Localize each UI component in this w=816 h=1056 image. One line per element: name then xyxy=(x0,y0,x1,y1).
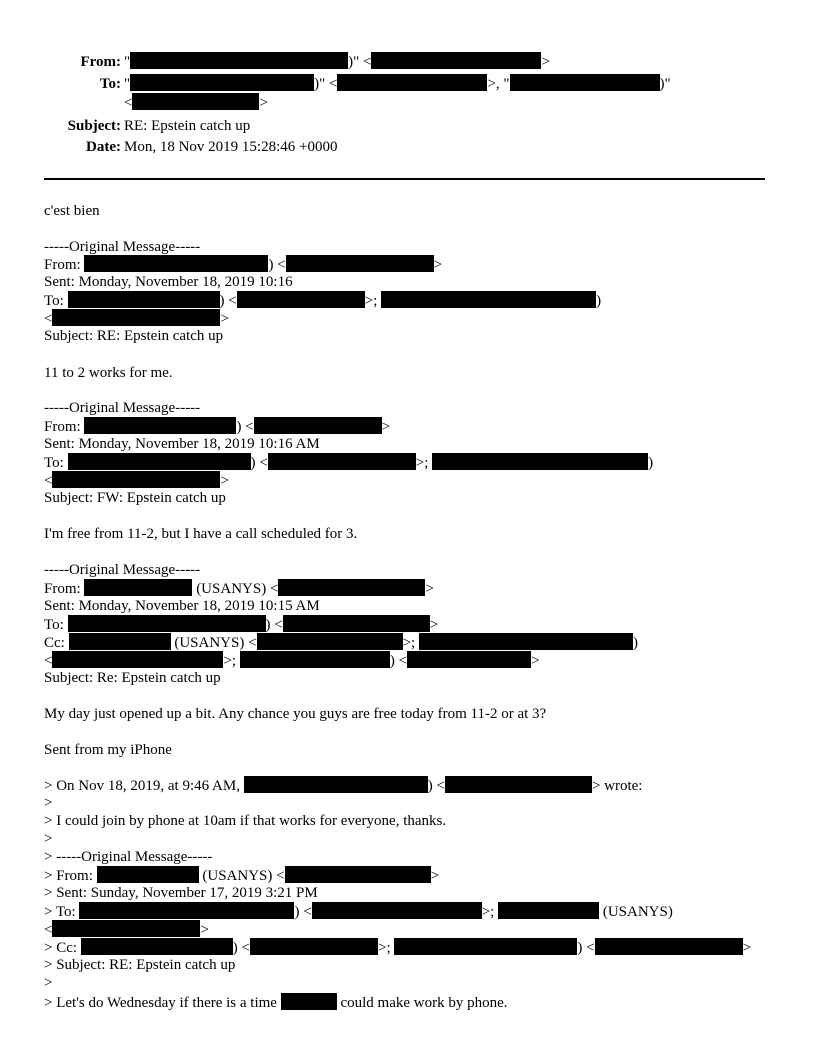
body-text: -----Original Message----- xyxy=(44,400,201,416)
redaction-box xyxy=(286,255,434,272)
body-line xyxy=(44,561,200,579)
body-text: From: xyxy=(44,581,81,597)
body-text: > xyxy=(531,653,540,669)
to-part: > xyxy=(259,95,268,111)
from-label: From: xyxy=(80,54,121,70)
redaction-box xyxy=(445,776,592,793)
body-text: > wrote: xyxy=(591,778,643,794)
redaction-box xyxy=(52,309,220,326)
body-text: -----Original Message----- xyxy=(44,239,201,255)
body-text: >; xyxy=(378,940,391,956)
body-line xyxy=(44,741,172,759)
to-part: < xyxy=(124,95,133,111)
body-text: >; xyxy=(364,293,378,309)
body-line xyxy=(44,597,320,615)
body-text: From: xyxy=(44,419,81,435)
body-text: > xyxy=(429,617,439,633)
body-text: ) xyxy=(648,455,654,471)
redaction-box xyxy=(407,651,531,668)
body-text: (USANYS) xyxy=(602,904,673,920)
header-divider xyxy=(44,178,765,180)
redaction-box xyxy=(130,74,314,91)
body-text: >; xyxy=(223,653,237,669)
redaction-box xyxy=(68,453,251,470)
body-text: > From: xyxy=(44,868,93,884)
body-text: ) < xyxy=(250,455,268,471)
subject-label: Subject: xyxy=(67,118,121,134)
body-text: -----Original Message----- xyxy=(44,562,201,578)
to-label: To: xyxy=(99,76,121,92)
redaction-box xyxy=(68,615,266,632)
body-line xyxy=(44,327,223,345)
body-line xyxy=(44,651,540,669)
redaction-box xyxy=(52,471,220,488)
body-text: > To: xyxy=(44,904,76,920)
body-text: To: xyxy=(44,617,64,633)
body-text: 11 to 2 works for me. xyxy=(44,365,173,381)
redaction-box xyxy=(278,579,425,596)
body-text: Subject: FW: Epstein catch up xyxy=(44,490,226,506)
body-line xyxy=(44,417,390,435)
body-line xyxy=(44,273,293,291)
to-part: " xyxy=(124,76,131,92)
body-text: > xyxy=(220,311,229,327)
body-line xyxy=(44,435,320,453)
to-row xyxy=(0,74,816,95)
redaction-box xyxy=(432,453,648,470)
redaction-box xyxy=(283,615,430,632)
body-text: > I could join by phone at 10am if that works for everyone, thanks. xyxy=(44,813,447,829)
body-line xyxy=(44,238,200,256)
body-text: > Subject: RE: Epstein catch up xyxy=(44,957,236,973)
redaction-box xyxy=(84,417,236,434)
redaction-box xyxy=(281,993,337,1010)
to-continuation-row xyxy=(0,93,816,114)
to-continuation-value xyxy=(124,93,268,114)
redaction-box xyxy=(257,633,403,650)
redaction-box xyxy=(81,938,233,955)
body-line xyxy=(44,309,229,327)
body-text: (USANYS) < xyxy=(174,635,257,651)
body-line xyxy=(44,705,546,723)
redaction-box xyxy=(69,633,171,650)
body-line xyxy=(44,633,638,651)
redaction-box xyxy=(595,938,743,955)
date-label: Date: xyxy=(86,139,121,155)
body-text: < xyxy=(44,473,53,489)
body-text: ) xyxy=(596,293,602,309)
body-text: > xyxy=(44,831,53,847)
to-part: )" xyxy=(659,76,671,92)
body-line xyxy=(44,364,173,382)
body-text: ) < xyxy=(265,617,283,633)
redaction-box xyxy=(254,417,382,434)
body-text: >; xyxy=(415,455,429,471)
redaction-box xyxy=(132,93,259,110)
body-text: > xyxy=(44,795,53,811)
redaction-box xyxy=(244,776,428,793)
body-text: From: xyxy=(44,257,81,273)
redaction-box xyxy=(312,902,482,919)
body-text: > xyxy=(742,940,752,956)
body-text: c'est bien xyxy=(44,203,100,219)
body-line xyxy=(44,579,434,597)
body-text: Subject: RE: Epstein catch up xyxy=(44,328,224,344)
redaction-box xyxy=(237,291,365,308)
body-line xyxy=(44,993,508,1011)
body-text: > xyxy=(44,975,53,991)
body-text: ) < xyxy=(389,653,408,669)
body-text: > Let's do Wednesday if there is a time xyxy=(44,995,277,1011)
body-text: ) < xyxy=(294,904,312,920)
body-text: > xyxy=(430,868,440,884)
body-text: To: xyxy=(44,455,64,471)
body-line xyxy=(44,974,52,992)
date-row xyxy=(0,137,816,158)
redaction-box xyxy=(52,651,223,668)
body-line xyxy=(44,453,653,471)
body-text: > Sent: Sunday, November 17, 2019 3:21 PM xyxy=(44,885,318,901)
body-line xyxy=(44,812,446,830)
from-row xyxy=(0,52,816,73)
body-text: could make work by phone. xyxy=(340,995,508,1011)
body-line xyxy=(44,255,442,273)
body-text: Sent: Monday, November 18, 2019 10:15 AM xyxy=(44,598,320,614)
body-text: ) < xyxy=(268,257,286,273)
body-line xyxy=(44,902,673,920)
email-header xyxy=(0,52,816,172)
body-line xyxy=(44,489,226,507)
body-text: ) xyxy=(632,635,638,651)
body-text: > xyxy=(425,581,434,597)
redaction-box xyxy=(510,74,660,91)
redaction-box xyxy=(285,866,431,883)
body-text: < xyxy=(44,922,53,938)
body-text: ) < xyxy=(236,419,254,435)
body-line xyxy=(44,669,221,687)
body-text: Subject: Re: Epstein catch up xyxy=(44,670,221,686)
body-line xyxy=(44,920,209,938)
from-part: )" < xyxy=(348,54,372,70)
body-text: > xyxy=(381,419,391,435)
body-line xyxy=(44,848,212,866)
body-line xyxy=(44,866,439,884)
subject-value: RE: Epstein catch up xyxy=(124,118,251,134)
redaction-box xyxy=(371,52,541,69)
body-text: > xyxy=(433,257,443,273)
body-line xyxy=(44,956,235,974)
subject-row xyxy=(0,116,816,137)
body-text: ) < xyxy=(427,778,445,794)
body-text: >; xyxy=(402,635,416,651)
body-text: < xyxy=(44,653,53,669)
from-part: > xyxy=(541,54,550,70)
body-text: To: xyxy=(44,293,64,309)
body-text: My day just opened up a bit. Any chance you guys are free today from 11-2 or at 3? xyxy=(44,706,547,722)
body-text: > xyxy=(220,473,229,489)
body-line xyxy=(44,776,642,794)
redaction-box xyxy=(268,453,416,470)
redaction-box xyxy=(84,255,268,272)
to-value xyxy=(124,74,671,95)
body-text: Sent: Monday, November 18, 2019 10:16 AM xyxy=(44,436,320,452)
to-part: >, " xyxy=(487,76,510,92)
body-line xyxy=(44,525,357,543)
redaction-box xyxy=(240,651,390,668)
redaction-box xyxy=(498,902,599,919)
body-line xyxy=(44,399,200,417)
body-line xyxy=(44,794,52,812)
body-text: ) < xyxy=(219,293,237,309)
body-text: > On Nov 18, 2019, at 9:46 AM, xyxy=(44,778,240,794)
body-text: ) < xyxy=(577,940,595,956)
body-text: > -----Original Message----- xyxy=(44,849,213,865)
redaction-box xyxy=(84,579,192,596)
body-line xyxy=(44,884,318,902)
body-line xyxy=(44,615,438,633)
redaction-box xyxy=(381,291,596,308)
body-text: (USANYS) < xyxy=(196,581,279,597)
from-part: " xyxy=(124,54,131,70)
redaction-box xyxy=(79,902,294,919)
body-text: ) < xyxy=(232,940,251,956)
body-text: Sent from my iPhone xyxy=(44,742,172,758)
redaction-box xyxy=(52,920,200,937)
redaction-box xyxy=(130,52,348,69)
body-line xyxy=(44,938,751,956)
body-text: > xyxy=(200,922,209,938)
body-text: (USANYS) < xyxy=(202,868,285,884)
redaction-box xyxy=(337,74,487,91)
from-value xyxy=(124,52,550,73)
body-line xyxy=(44,202,100,220)
body-line xyxy=(44,830,52,848)
body-text: Sent: Monday, November 18, 2019 10:16 xyxy=(44,274,293,290)
body-text: Cc: xyxy=(44,635,65,651)
body-line xyxy=(44,471,229,489)
redaction-box xyxy=(97,866,199,883)
body-line xyxy=(44,291,601,309)
redaction-box xyxy=(250,938,378,955)
redaction-box xyxy=(68,291,220,308)
redaction-box xyxy=(419,633,633,650)
body-text: > Cc: xyxy=(44,940,78,956)
date-value: Mon, 18 Nov 2019 15:28:46 +0000 xyxy=(124,139,338,155)
body-text: >; xyxy=(481,904,495,920)
body-text: < xyxy=(44,311,53,327)
to-part: )" < xyxy=(314,76,338,92)
redaction-box xyxy=(394,938,577,955)
body-text: I'm free from 11-2, but I have a call scheduled for 3. xyxy=(44,526,358,542)
